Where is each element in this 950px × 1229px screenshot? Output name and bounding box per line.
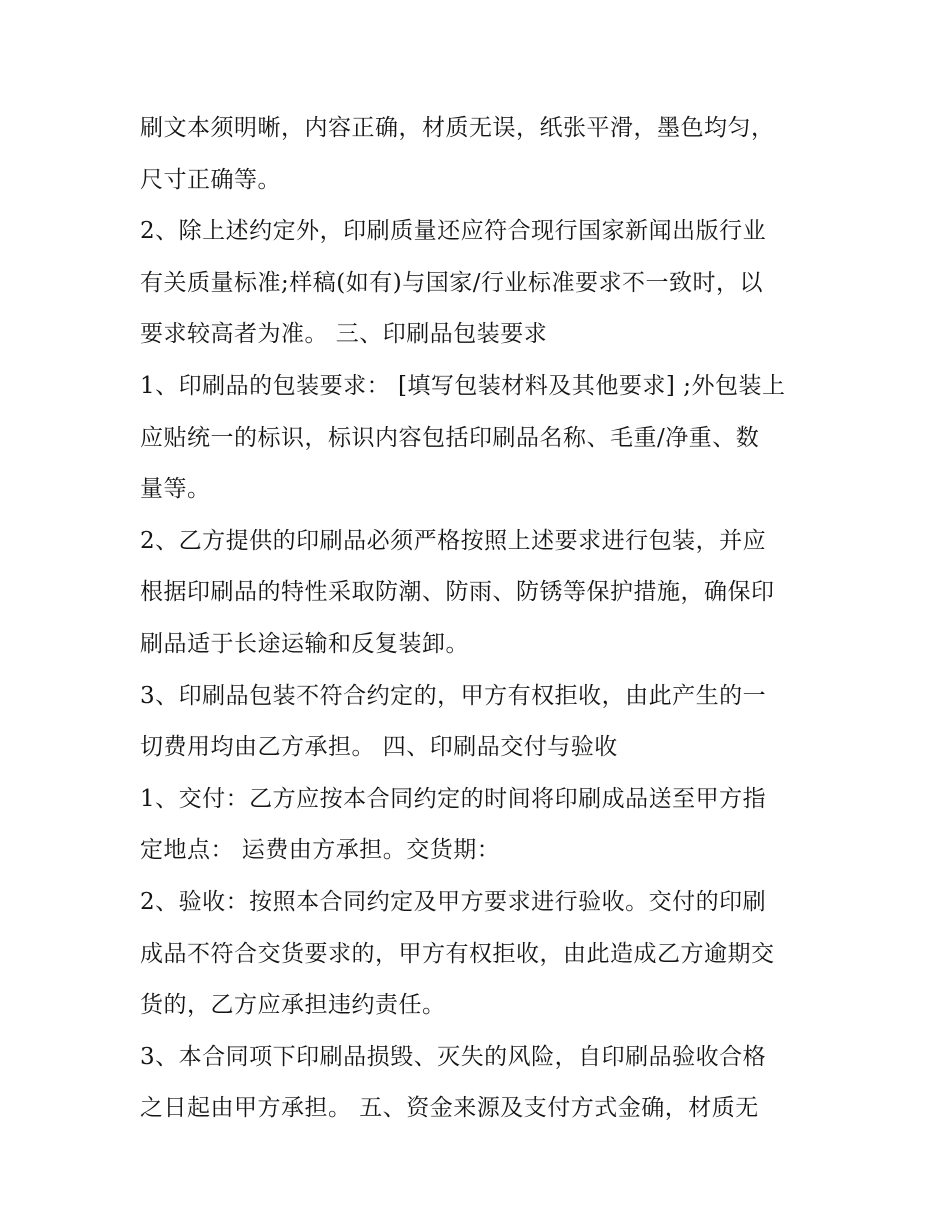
text-line: 定地点： 运费由方承担。交货期： — [140, 837, 501, 864]
text-line: 1、交付：乙方应按本合同约定的时间将印刷成品送至甲方指 — [140, 785, 767, 812]
text-line: 3、本合同项下印刷品损毁、灭失的风险，自印刷品验收合格 — [140, 1043, 767, 1070]
document-body — [140, 103, 820, 1135]
text-line: 量等。 — [140, 476, 211, 503]
text-line: 要求较高者为准。 三、印刷品包装要求 — [140, 321, 548, 348]
text-line: 1、印刷品的包装要求： [填写包装材料及其他要求] ;外包装上 — [140, 372, 786, 399]
text-line: 货的，乙方应承担违约责任。 — [140, 992, 446, 1019]
text-line: 切费用均由乙方承担。 四、印刷品交付与验收 — [140, 734, 618, 761]
text-line: 刷品适于长途运输和反复装卸。 — [140, 630, 469, 657]
text-line: 尺寸正确等。 — [140, 166, 281, 193]
text-line: 3、印刷品包装不符合约定的，甲方有权拒收，由此产生的一 — [140, 682, 767, 709]
text-line: 根据印刷品的特性采取防潮、防雨、防锈等保护措施，确保印 — [140, 579, 775, 606]
text-line: 之日起由甲方承担。 五、资金来源及支付方式金确，材质无 — [140, 1095, 759, 1122]
text-line: 2、乙方提供的印刷品必须严格按照上述要求进行包装，并应 — [140, 527, 767, 554]
text-line: 成品不符合交货要求的，甲方有权拒收，由此造成乙方逾期交 — [140, 940, 775, 967]
text-line: 应贴统一的标识，标识内容包括印刷品名称、毛重/净重、数 — [140, 424, 760, 451]
text-line: 2、除上述约定外，印刷质量还应符合现行国家新闻出版行业 — [140, 218, 767, 245]
text-line: 有关质量标准;样稿(如有)与国家/行业标准要求不一致时，以 — [140, 269, 763, 296]
text-line: 2、验收：按照本合同约定及甲方要求进行验收。交付的印刷 — [140, 888, 767, 915]
text-line: 刷文本须明晰，内容正确，材质无误，纸张平滑，墨色均匀， — [140, 115, 775, 141]
